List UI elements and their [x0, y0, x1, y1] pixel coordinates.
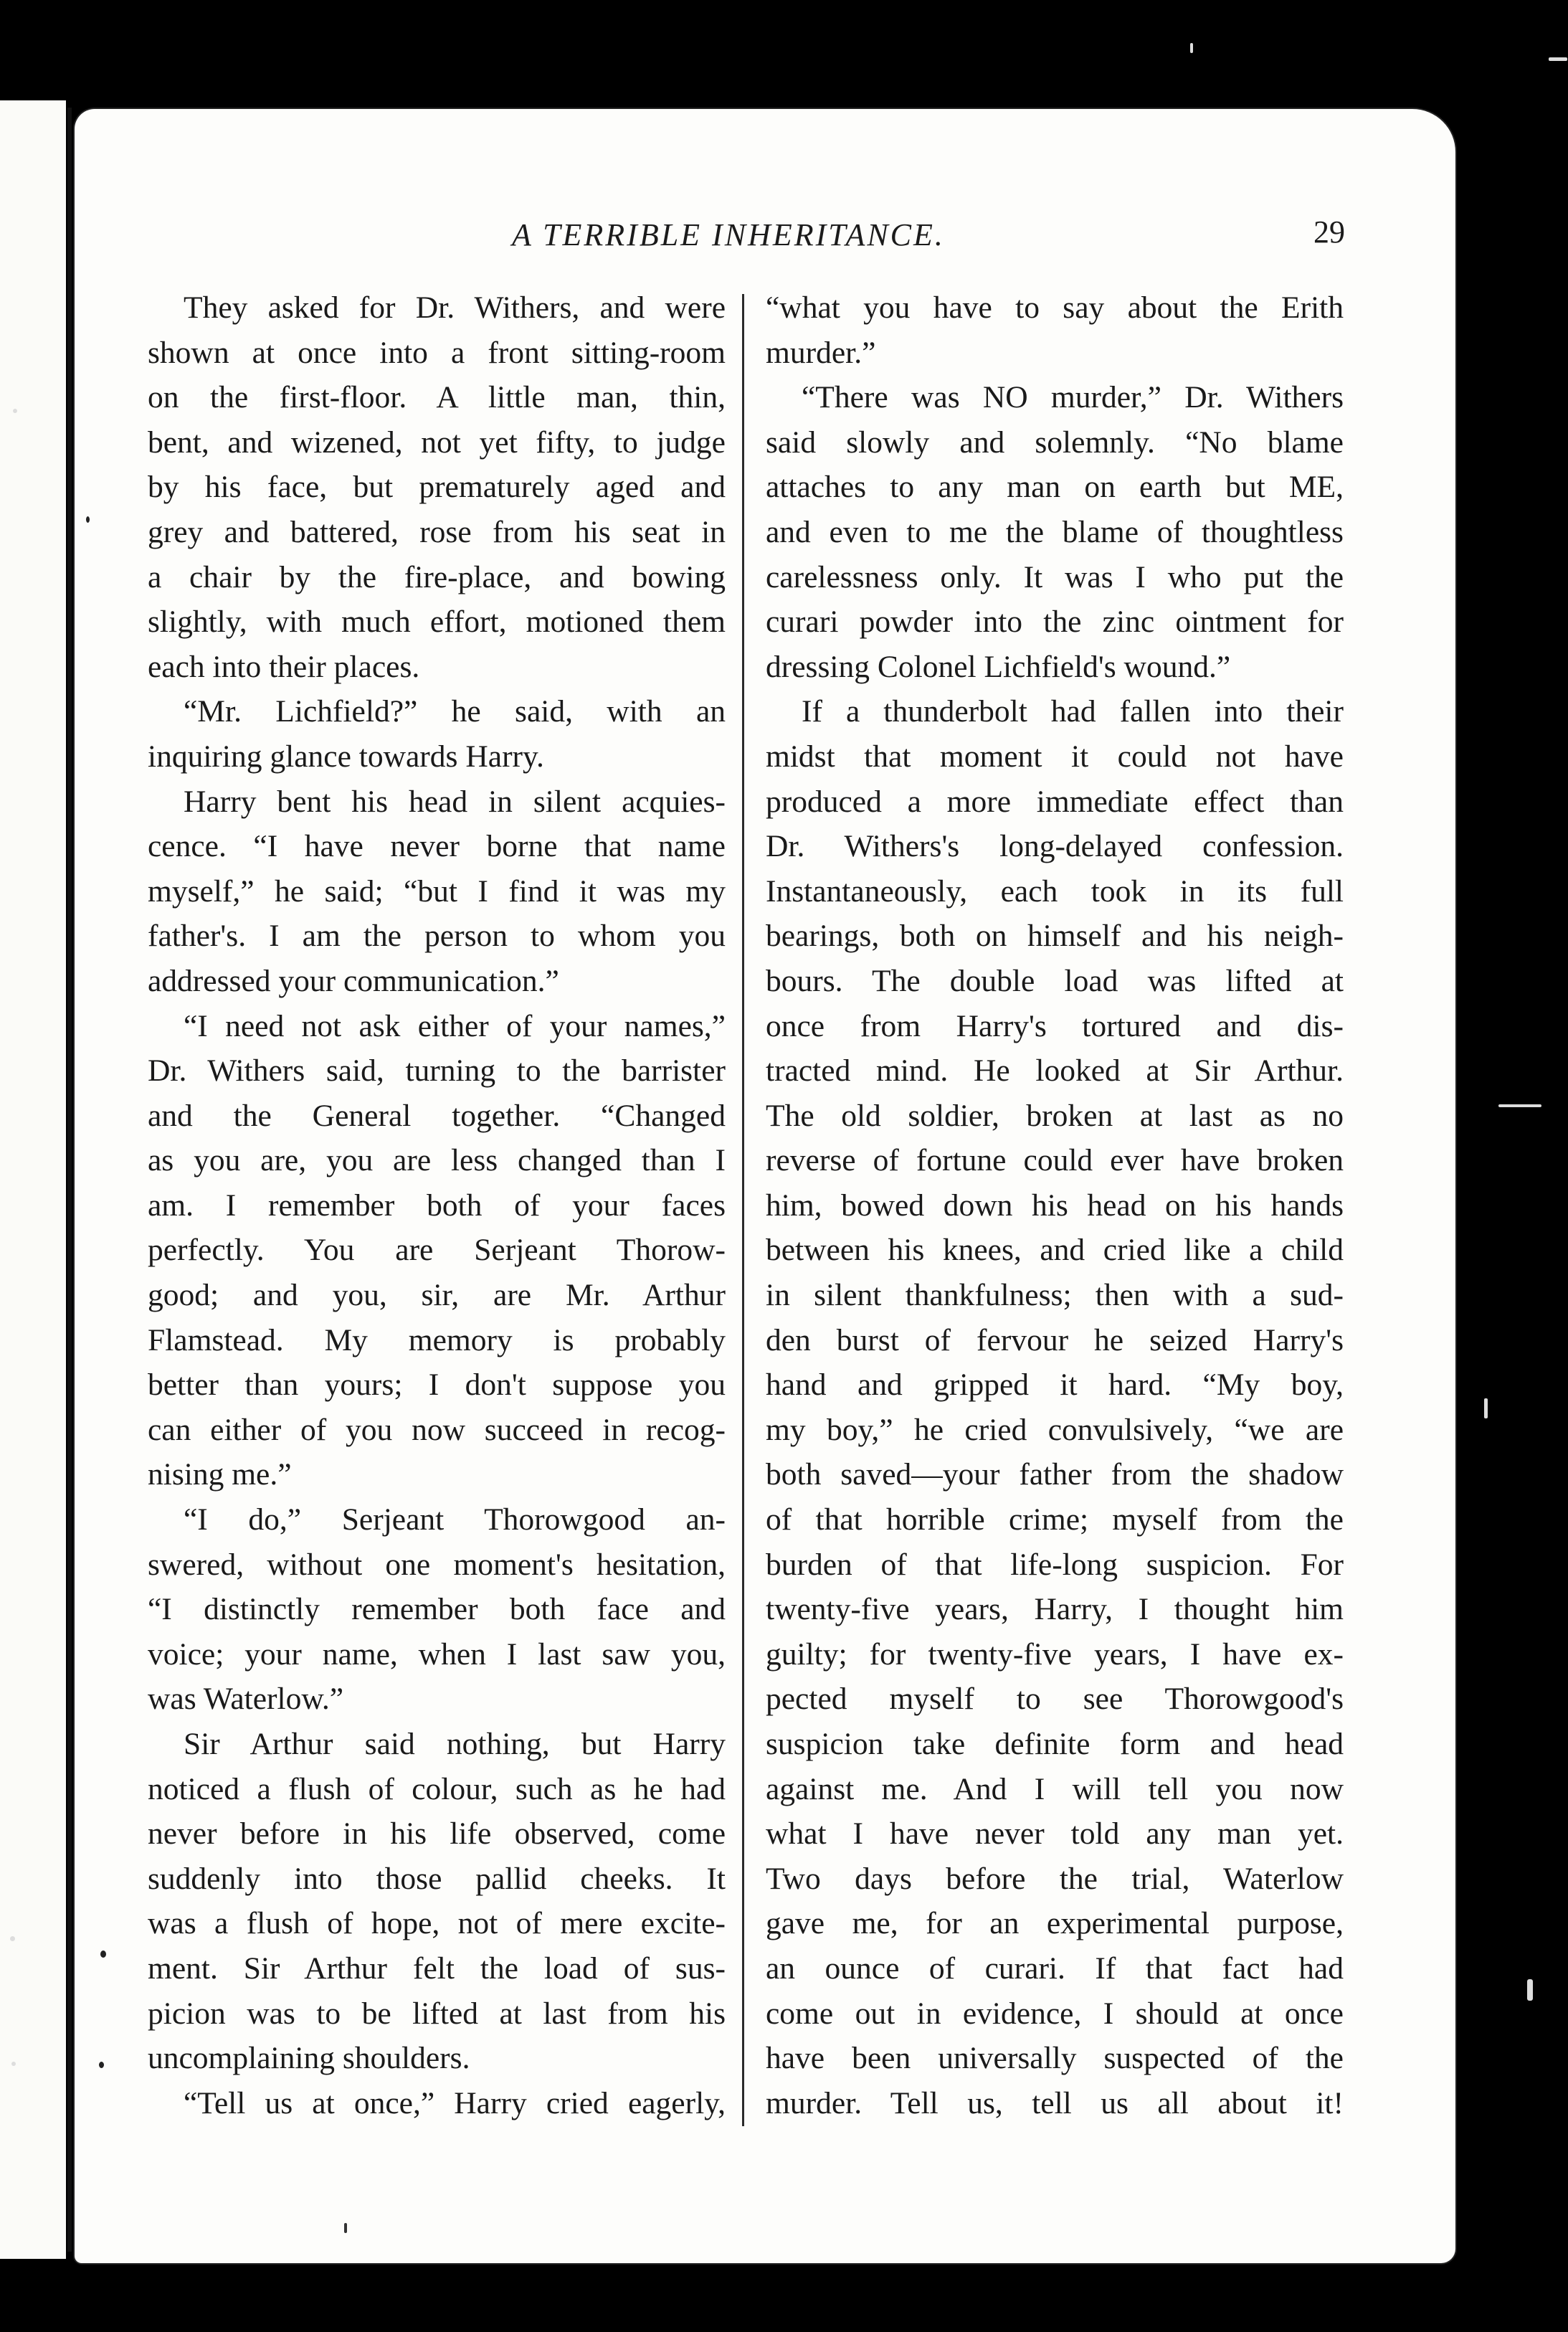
text-line: dressing Colonel Lichfield's wound.” — [766, 649, 1231, 684]
page-number: 29 — [1313, 214, 1345, 250]
text-line: my boy,” he cried convulsively, “we are — [766, 1412, 1344, 1447]
scan-speck — [10, 1936, 15, 1941]
text-line: murder. Tell us, tell us all about it! — [766, 2085, 1344, 2120]
text-line: and the General together. “Changed — [148, 1098, 726, 1133]
text-line: “I need not ask either of your names,” — [184, 1008, 726, 1043]
text-line: both saved—your father from the shadow — [766, 1457, 1344, 1492]
text-line: curari powder into the zinc ointment for — [766, 605, 1344, 640]
text-line: attaches to any man on earth but ME, — [766, 470, 1344, 505]
text-line: Two days before the trial, Waterlow — [766, 1861, 1344, 1896]
text-line: have been universally suspected of the — [766, 2041, 1344, 2076]
text-line: him, bowed down his head on his hands — [766, 1188, 1344, 1223]
text-line: picion was to be lifted at last from his — [148, 1996, 726, 2031]
scan-speck — [99, 2062, 104, 2068]
text-line: was Waterlow.” — [148, 1682, 344, 1717]
text-line: “Mr. Lichfield?” he said, with an — [184, 694, 726, 729]
text-line: said slowly and solemnly. “No blame — [766, 425, 1344, 460]
text-line: grey and battered, rose from his seat in — [148, 514, 726, 549]
text-line: bearings, both on himself and his neigh- — [766, 919, 1344, 954]
text-line: “I distinctly remember both face and — [148, 1592, 726, 1627]
text-line: cence. “I have never borne that name — [148, 829, 726, 864]
text-line: father's. I am the person to whom you — [148, 919, 726, 954]
text-line: shown at once into a front sitting-room — [148, 335, 726, 370]
scan-speck — [11, 2062, 16, 2066]
scan-speck — [1527, 1979, 1533, 2001]
text-line: and even to me the blame of thoughtless — [766, 514, 1344, 549]
text-line: Dr. Withers's long-delayed confession. — [766, 829, 1344, 864]
scan-speck — [1190, 43, 1193, 53]
text-line: “Tell us at once,” Harry cried eagerly, — [184, 2085, 726, 2120]
right-text-column — [766, 285, 1344, 2125]
text-line: ment. Sir Arthur felt the load of sus- — [148, 1951, 726, 1986]
book-gutter — [67, 108, 72, 2252]
text-line: each into their places. — [148, 649, 420, 684]
text-line: myself,” he said; “but I find it was my — [148, 873, 726, 909]
text-line: can either of you now succeed in recog- — [148, 1412, 726, 1447]
text-line: murder.” — [766, 335, 876, 370]
text-line: Flamstead. My memory is probably — [148, 1322, 726, 1357]
text-line: The old soldier, broken at last as no — [766, 1098, 1344, 1133]
text-line: against me. And I will tell you now — [766, 1771, 1344, 1806]
text-line: good; and you, sir, are Mr. Arthur — [148, 1278, 726, 1313]
text-line: guilty; for twenty-five years, I have ex- — [766, 1636, 1344, 1672]
text-line: burden of that life-long suspicion. For — [766, 1547, 1344, 1582]
text-line: reverse of fortune could ever have broken — [766, 1143, 1344, 1178]
text-line: once from Harry's tortured and dis- — [766, 1008, 1344, 1043]
text-line: den burst of fervour he seized Harry's — [766, 1322, 1344, 1357]
text-line: inquiring glance towards Harry. — [148, 739, 544, 774]
text-line: what I have never told any man yet. — [766, 1816, 1344, 1852]
text-line: twenty-five years, Harry, I thought him — [766, 1592, 1344, 1627]
text-line: am. I remember both of your faces — [148, 1188, 726, 1223]
text-line: pected myself to see Thorowgood's — [766, 1682, 1344, 1717]
text-line: better than yours; I don't suppose you — [148, 1368, 726, 1403]
text-line: in silent thankfulness; then with a sud- — [766, 1278, 1344, 1313]
text-line: bours. The double load was lifted at — [766, 963, 1344, 998]
text-line: of that horrible crime; myself from the — [766, 1502, 1344, 1537]
text-line: was a flush of hope, not of mere excite- — [148, 1906, 726, 1941]
text-line: as you are, you are less changed than I — [148, 1143, 726, 1178]
text-line: noticed a flush of colour, such as he had — [148, 1771, 726, 1806]
running-head: A TERRIBLE INHERITANCE. — [512, 217, 945, 252]
text-line: addressed your communication.” — [148, 963, 559, 998]
text-line: If a thunderbolt had fallen into their — [802, 694, 1344, 729]
column-divider — [742, 294, 744, 2126]
text-line: suddenly into those pallid cheeks. It — [148, 1861, 726, 1896]
text-line: by his face, but prematurely aged and — [148, 470, 726, 505]
scan-speck — [100, 1951, 106, 1958]
text-line: “There was NO murder,” Dr. Withers — [802, 380, 1344, 415]
scan-speck — [344, 2223, 347, 2233]
text-line: nising me.” — [148, 1457, 292, 1492]
scan-speck — [1549, 57, 1567, 61]
text-line: tracted mind. He looked at Sir Arthur. — [766, 1053, 1344, 1089]
text-line: perfectly. You are Serjeant Thorow- — [148, 1233, 726, 1268]
text-line: midst that moment it could not have — [766, 739, 1344, 774]
text-line: swered, without one moment's hesitation, — [148, 1547, 726, 1582]
previous-page-edge — [0, 100, 66, 2259]
text-line: voice; your name, when I last saw you, — [148, 1636, 726, 1672]
text-line: suspicion take definite form and head — [766, 1727, 1344, 1761]
text-line: carelessness only. It was I who put the — [766, 559, 1344, 594]
text-line: Dr. Withers said, turning to the barrister — [148, 1053, 726, 1089]
text-line: uncomplaining shoulders. — [148, 2041, 470, 2076]
text-line: an ounce of curari. If that fact had — [766, 1951, 1344, 1986]
scan-speck — [1498, 1104, 1541, 1107]
text-line: slightly, with much effort, motioned them — [148, 605, 726, 640]
text-line: “what you have to say about the Erith — [766, 290, 1344, 325]
text-line: Harry bent his head in silent acquies- — [184, 784, 726, 819]
scan-speck — [1484, 1398, 1488, 1418]
text-line: They asked for Dr. Withers, and were — [184, 290, 726, 325]
scan-speck — [86, 516, 90, 523]
scan-speck — [13, 409, 17, 413]
text-line: hand and gripped it hard. “My boy, — [766, 1368, 1344, 1403]
text-line: “I do,” Serjeant Thorowgood an- — [184, 1502, 726, 1537]
text-line: gave me, for an experimental purpose, — [766, 1906, 1344, 1941]
text-line: produced a more immediate effect than — [766, 784, 1344, 819]
text-line: Sir Arthur said nothing, but Harry — [184, 1727, 726, 1761]
text-line: never before in his life observed, come — [148, 1816, 726, 1852]
text-line: bent, and wizened, not yet fifty, to judge — [148, 425, 726, 460]
text-line: come out in evidence, I should at once — [766, 1996, 1344, 2031]
text-line: on the first-floor. A little man, thin, — [148, 380, 726, 415]
text-line: a chair by the fire-place, and bowing — [148, 559, 726, 594]
text-line: Instantaneously, each took in its full — [766, 873, 1344, 909]
text-line: between his knees, and cried like a child — [766, 1233, 1344, 1268]
left-text-column — [148, 285, 726, 2125]
